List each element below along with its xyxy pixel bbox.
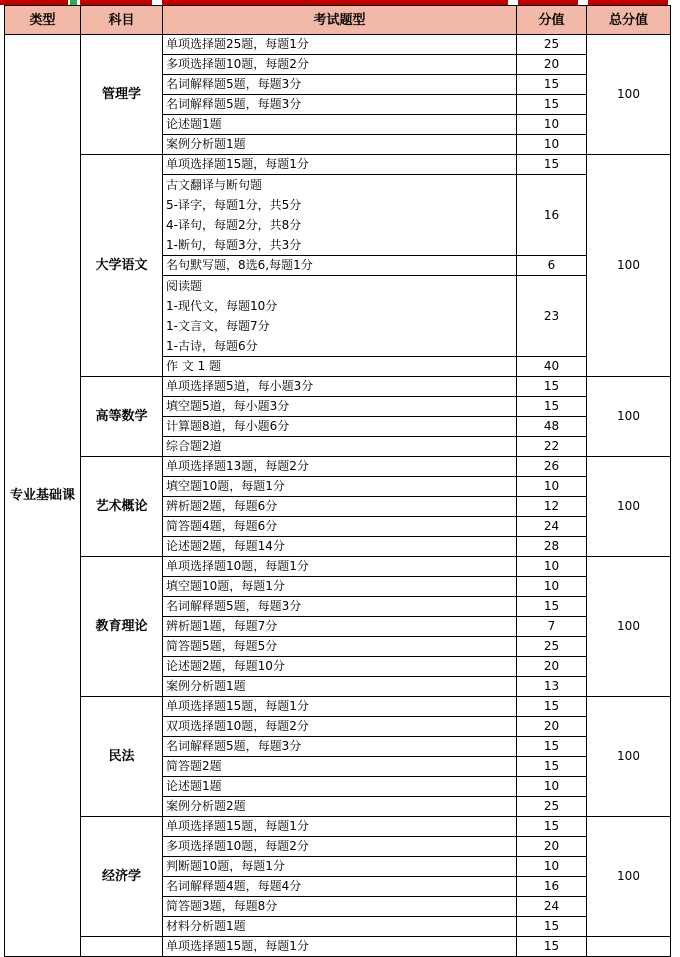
question-type-cell: 填空题5道，每小题3分 xyxy=(163,397,517,417)
score-cell: 16 xyxy=(517,877,587,897)
score-cell: 28 xyxy=(517,537,587,557)
subject-cell: 高等数学 xyxy=(81,377,163,457)
question-type-cell: 论述题2题，每题14分 xyxy=(163,537,517,557)
score-cell: 15 xyxy=(517,75,587,95)
score-cell: 10 xyxy=(517,857,587,877)
score-cell: 20 xyxy=(517,717,587,737)
score-cell: 10 xyxy=(517,135,587,155)
score-cell: 20 xyxy=(517,657,587,677)
table-row xyxy=(5,557,671,577)
question-type-cell: 综合题2道 xyxy=(163,437,517,457)
question-type-cell: 名词解释题5题，每题3分 xyxy=(163,597,517,617)
score-cell: 20 xyxy=(517,837,587,857)
subject-cell: 管理学 xyxy=(81,35,163,155)
score-cell: 15 xyxy=(517,917,587,937)
score-cell: 16 xyxy=(517,175,587,256)
header-subject: 科目 xyxy=(81,6,163,35)
header-total: 总分值 xyxy=(587,6,671,35)
score-cell: 15 xyxy=(517,95,587,115)
score-cell: 40 xyxy=(517,357,587,377)
score-cell: 15 xyxy=(517,937,587,957)
table-row xyxy=(5,377,671,397)
score-cell: 15 xyxy=(517,155,587,175)
table-row xyxy=(5,817,671,837)
subject-cell: 教育理论 xyxy=(81,557,163,697)
total-cell: 100 xyxy=(587,557,671,697)
score-cell: 10 xyxy=(517,557,587,577)
question-type-cell: 单项选择题10题，每题1分 xyxy=(163,557,517,577)
score-cell: 23 xyxy=(517,276,587,357)
category-cell: 专业基础课 xyxy=(5,35,81,957)
question-type-cell: 简答题5题，每题5分 xyxy=(163,637,517,657)
question-type-cell: 论述题1题 xyxy=(163,777,517,797)
question-type-cell: 简答题2题 xyxy=(163,757,517,777)
question-type-cell: 案例分析题1题 xyxy=(163,677,517,697)
question-type-cell: 名句默写题，8选6,每题1分 xyxy=(163,256,517,276)
total-cell: 100 xyxy=(587,457,671,557)
exam-table xyxy=(4,5,671,957)
score-cell: 24 xyxy=(517,517,587,537)
question-type-cell: 作 文 1 题 xyxy=(163,357,517,377)
total-cell: 100 xyxy=(587,155,671,377)
header-type: 类型 xyxy=(5,6,81,35)
score-cell: 15 xyxy=(517,397,587,417)
score-cell: 10 xyxy=(517,115,587,135)
total-cell: 100 xyxy=(587,377,671,457)
score-cell: 48 xyxy=(517,417,587,437)
question-type-cell: 辨析题1题，每题7分 xyxy=(163,617,517,637)
score-cell: 15 xyxy=(517,737,587,757)
subject-cell: 艺术概论 xyxy=(81,457,163,557)
score-cell: 13 xyxy=(517,677,587,697)
score-cell: 6 xyxy=(517,256,587,276)
total-cell xyxy=(587,937,671,957)
question-type-cell: 单项选择题15题，每题1分 xyxy=(163,937,517,957)
score-cell: 12 xyxy=(517,497,587,517)
table-row xyxy=(5,155,671,175)
score-cell: 15 xyxy=(517,597,587,617)
question-type-cell: 计算题8道，每小题6分 xyxy=(163,417,517,437)
subject-cell: 民法 xyxy=(81,697,163,817)
score-cell: 20 xyxy=(517,55,587,75)
score-cell: 22 xyxy=(517,437,587,457)
score-cell: 7 xyxy=(517,617,587,637)
total-cell: 100 xyxy=(587,697,671,817)
subject-cell xyxy=(81,937,163,957)
score-cell: 10 xyxy=(517,477,587,497)
question-type-cell: 双项选择题10题，每题2分 xyxy=(163,717,517,737)
question-type-cell: 名词解释题5题，每题3分 xyxy=(163,95,517,115)
table-row xyxy=(5,457,671,477)
score-cell: 26 xyxy=(517,457,587,477)
table-row xyxy=(5,937,671,957)
question-type-cell: 单项选择题15题，每题1分 xyxy=(163,155,517,175)
subject-cell: 经济学 xyxy=(81,817,163,937)
question-type-cell: 名词解释题5题，每题3分 xyxy=(163,737,517,757)
question-type-cell: 案例分析题2题 xyxy=(163,797,517,817)
score-cell: 24 xyxy=(517,897,587,917)
header-row xyxy=(5,6,671,35)
score-cell: 15 xyxy=(517,377,587,397)
header-score: 分值 xyxy=(517,6,587,35)
score-cell: 10 xyxy=(517,777,587,797)
question-type-cell: 名词解释题4题，每题4分 xyxy=(163,877,517,897)
question-type-cell: 论述题2题，每题10分 xyxy=(163,657,517,677)
score-cell: 10 xyxy=(517,577,587,597)
question-type-cell: 多项选择题10题，每题2分 xyxy=(163,55,517,75)
question-type-cell: 名词解释题5题，每题3分 xyxy=(163,75,517,95)
score-cell: 15 xyxy=(517,817,587,837)
question-type-cell: 判断题10题，每题1分 xyxy=(163,857,517,877)
question-type-cell: 辨析题2题，每题6分 xyxy=(163,497,517,517)
question-type-cell: 单项选择题15题，每题1分 xyxy=(163,697,517,717)
score-cell: 25 xyxy=(517,797,587,817)
header-question-type: 考试题型 xyxy=(163,6,517,35)
score-cell: 15 xyxy=(517,757,587,777)
question-type-cell: 案例分析题1题 xyxy=(163,135,517,155)
question-type-cell: 简答题4题，每题6分 xyxy=(163,517,517,537)
question-type-cell: 论述题1题 xyxy=(163,115,517,135)
table-body xyxy=(5,35,671,957)
table-row xyxy=(5,35,671,55)
question-type-cell: 多项选择题10题，每题2分 xyxy=(163,837,517,857)
score-cell: 25 xyxy=(517,637,587,657)
question-type-cell: 材料分析题1题 xyxy=(163,917,517,937)
total-cell: 100 xyxy=(587,35,671,155)
question-type-cell: 填空题10题，每题1分 xyxy=(163,477,517,497)
question-type-cell: 古文翻译与断句题 5-译字，每题1分，共5分 4-译句，每题2分，共8分 1-断句，每题3分，共3分 xyxy=(163,175,517,256)
total-cell: 100 xyxy=(587,817,671,937)
score-cell: 15 xyxy=(517,697,587,717)
question-type-cell: 填空题10题，每题1分 xyxy=(163,577,517,597)
question-type-cell: 单项选择题13题，每题2分 xyxy=(163,457,517,477)
score-cell: 25 xyxy=(517,35,587,55)
table-row xyxy=(5,697,671,717)
question-type-cell: 单项选择题5道，每小题3分 xyxy=(163,377,517,397)
question-type-cell: 简答题3题，每题8分 xyxy=(163,897,517,917)
question-type-cell: 单项选择题15题，每题1分 xyxy=(163,817,517,837)
question-type-cell: 阅读题 1-现代文，每题10分 1-文言文，每题7分 1-古诗，每题6分 xyxy=(163,276,517,357)
question-type-cell: 单项选择题25题，每题1分 xyxy=(163,35,517,55)
subject-cell: 大学语文 xyxy=(81,155,163,377)
